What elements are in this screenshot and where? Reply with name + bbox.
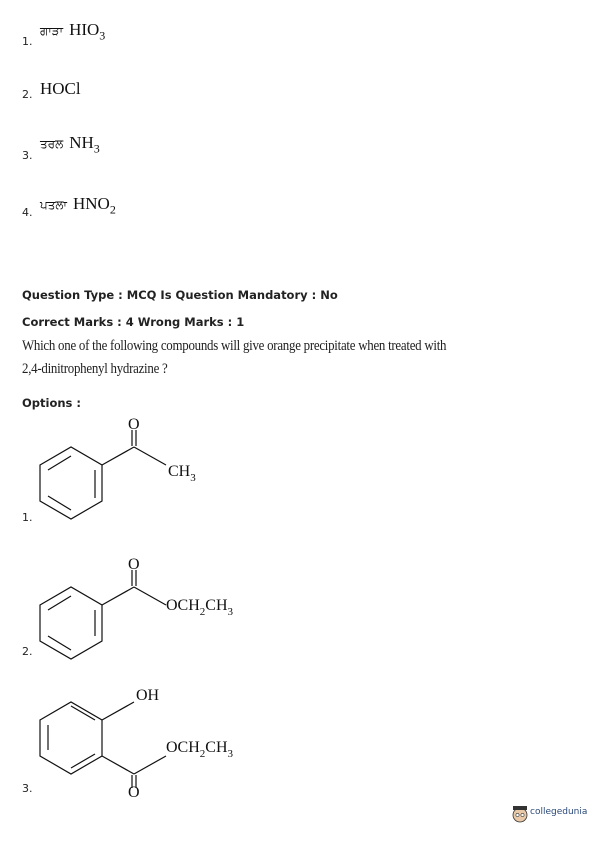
prev-option-4-text: ਪਤਲਾ $HNO_2$ bbox=[40, 194, 116, 217]
ester-sub-b: 3 bbox=[227, 748, 234, 760]
structure-option-2 bbox=[0, 550, 300, 660]
ester-sub-b: 3 bbox=[227, 606, 234, 618]
option-3-number: 3. bbox=[22, 782, 33, 795]
methyl-subscript: 3 bbox=[190, 472, 196, 484]
carbonyl-oxygen-label: O bbox=[128, 556, 140, 573]
ester-group-b: CH bbox=[205, 739, 228, 756]
option-1-number: 1. bbox=[22, 511, 33, 524]
options-label: Options : bbox=[22, 396, 81, 410]
structure-option-3 bbox=[0, 680, 300, 800]
prev-option-1-number: 1. bbox=[22, 35, 33, 48]
ester-group-a: OCH bbox=[166, 597, 200, 614]
ester-sub-a: 2 bbox=[199, 748, 206, 760]
mascot-icon bbox=[511, 804, 529, 824]
question-text-line-2: 2,4-dinitrophenyl hydrazine ? bbox=[22, 361, 168, 377]
structure-option-1 bbox=[0, 410, 300, 520]
methyl-label: CH bbox=[168, 463, 191, 480]
carbonyl-oxygen-label: O bbox=[128, 784, 140, 800]
prev-option-3-number: 3. bbox=[22, 149, 33, 162]
hydroxyl-label: OH bbox=[136, 687, 160, 704]
ester-group-a: OCH bbox=[166, 739, 200, 756]
prev-option-2-number: 2. bbox=[22, 88, 33, 101]
question-type-line: Question Type : MCQ Is Question Mandatory : No bbox=[22, 288, 338, 302]
collegedunia-logo[interactable] bbox=[511, 804, 591, 826]
prev-option-1-text: ਗਾੜਾ $HIO_3$ bbox=[40, 20, 106, 43]
svg-text:OCH2CH3 bbox=[166, 597, 234, 618]
ester-sub-a: 2 bbox=[199, 606, 206, 618]
ester-group-b: CH bbox=[205, 597, 228, 614]
logo-text: collegedunia bbox=[530, 807, 588, 817]
prev-option-2-text: HOCl bbox=[40, 79, 81, 98]
marks-line: Correct Marks : 4 Wrong Marks : 1 bbox=[22, 315, 245, 329]
option-2-number: 2. bbox=[22, 645, 33, 658]
carbonyl-oxygen-label: O bbox=[128, 416, 140, 433]
question-text-line-1: Which one of the following compounds will give orange precipitate when treated with bbox=[22, 338, 447, 354]
svg-text:OCH2CH3 bbox=[166, 739, 234, 760]
prev-option-4-number: 4. bbox=[22, 206, 33, 219]
svg-text:CH3 bbox=[168, 463, 196, 484]
prev-option-3-text: ਤਰਲ $NH_3$ bbox=[40, 133, 100, 156]
